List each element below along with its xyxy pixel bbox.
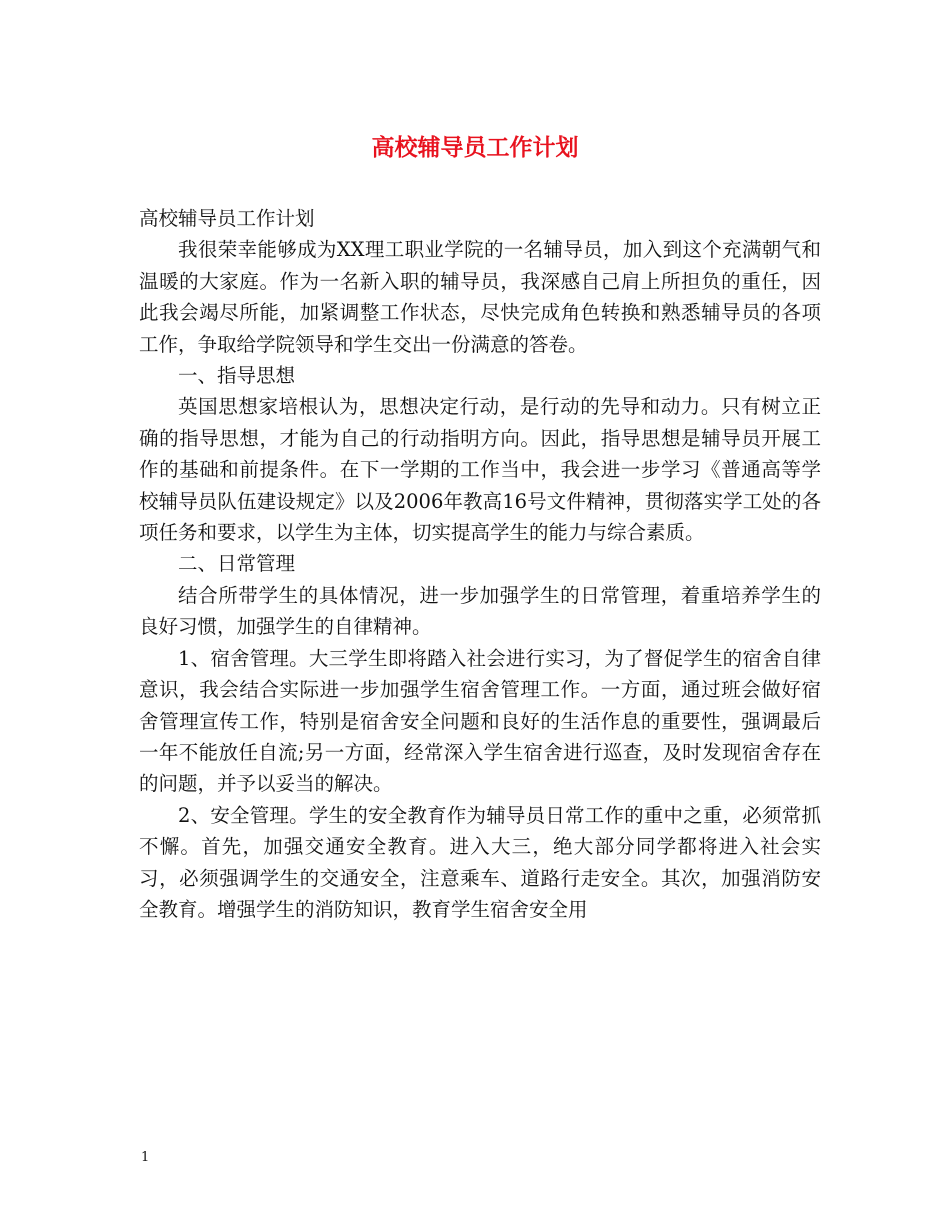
- section-heading-daily-management: 二、日常管理: [178, 552, 296, 576]
- section-heading-guiding-thought: 一、指导思想: [178, 364, 296, 388]
- document-body: [139, 203, 821, 925]
- paragraph-dormitory-management: 1、宿舍管理。大三学生即将踏入社会进行实习，为了督促学生的宿舍自律意识，我会结合实际进一步加强学生宿舍管理工作。一方面，通过班会做好宿舍管理宣传工作，特别是宿舍安全问题和良好的生活作息的重要性，强调最后一年不能放任自流;另一方面，经常深入学生宿舍进行巡查，及时发现宿舍存在的问题，并予以妥当的解决。: [139, 646, 821, 796]
- paragraph-daily-management: 结合所带学生的具体情况，进一步加强学生的日常管理，着重培养学生的良好习惯，加强学生的自律精神。: [139, 583, 821, 639]
- page-number: 1: [141, 1150, 150, 1165]
- paragraph-guiding-thought: 英国思想家培根认为，思想决定行动，是行动的先导和动力。只有树立正确的指导思想，才能为自己的行动指明方向。因此，指导思想是辅导员开展工作的基础和前提条件。在下一学期的工作当中，我会进一步学习《普通高等学校辅导员队伍建设规定》以及2006年教高16号文件精神，贯彻落实学工处的各项任务和要求，以学生为主体，切实提高学生的能力与综合素质。: [139, 395, 821, 545]
- paragraph-intro: 我很荣幸能够成为XX理工职业学院的一名辅导员，加入到这个充满朝气和温暖的大家庭。作为一名新入职的辅导员，我深感自己肩上所担负的重任，因此我会竭尽所能，加紧调整工作状态，尽快完成角色转换和熟悉辅导员的各项工作，争取给学院领导和学生交出一份满意的答卷。: [139, 238, 821, 356]
- body-heading: 高校辅导员工作计划: [139, 207, 315, 230]
- document-title: 高校辅导员工作计划: [371, 134, 579, 161]
- paragraph-safety-management: 2、安全管理。学生的安全教育作为辅导员日常工作的重中之重，必须常抓不懈。首先，加强交通安全教育。进入大三，绝大部分同学都将进入社会实习，必须强调学生的交通安全，注意乘车、道路行走安全。其次，加强消防安全教育。增强学生的消防知识，教育学生宿舍安全用: [139, 803, 821, 921]
